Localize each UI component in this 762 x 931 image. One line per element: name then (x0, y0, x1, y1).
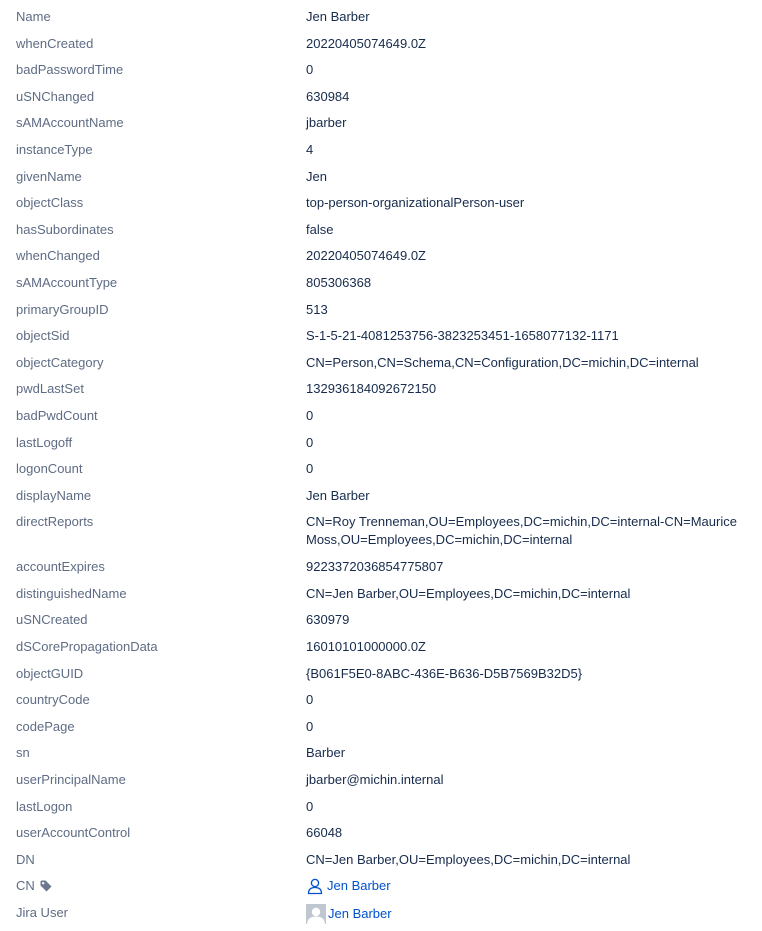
attr-value: 630984 (306, 88, 350, 104)
jira-user-link[interactable] (306, 904, 758, 924)
attr-row-lastlogoff (0, 429, 762, 456)
attr-value: 630979 (306, 612, 350, 628)
attr-label: givenName (16, 168, 82, 184)
attr-label: distinguishedName (16, 585, 127, 601)
attr-value: 805306368 (306, 274, 372, 290)
attr-value: 513 (306, 301, 328, 317)
attr-row-useraccountcontrol (0, 819, 762, 846)
attr-value: 0 (306, 692, 314, 708)
attr-label: displayName (16, 487, 92, 503)
attr-label: logonCount (16, 461, 83, 477)
attr-value: CN=Person,CN=Schema,CN=Configuration,DC=michin,DC=internal (306, 354, 699, 370)
cn-label-text: CN (16, 878, 35, 894)
cn-user-link[interactable] (306, 877, 758, 895)
attr-row-whencreated (0, 30, 762, 57)
attr-value: {B061F5E0-8ABC-436E-B636-D5B7569B32D5} (306, 665, 583, 681)
avatar (306, 904, 326, 924)
attr-row-logoncount (0, 455, 762, 482)
attr-value: false (306, 221, 334, 237)
attr-value: 0 (306, 434, 314, 450)
attr-row-objectcategory (0, 349, 762, 376)
attr-row-dscorepropagationdata (0, 633, 762, 660)
user-icon (306, 877, 324, 895)
attr-label: DN (16, 851, 35, 867)
attr-value: CN=Jen Barber,OU=Employees,DC=michin,DC=internal (306, 851, 631, 867)
attr-label: sAMAccountName (16, 115, 124, 131)
attr-value: S-1-5-21-4081253756-3823253451-1658077132-1171 (306, 328, 619, 344)
tag-icon[interactable] (39, 879, 53, 893)
attr-row-samaccountname (0, 109, 762, 136)
attr-label: sAMAccountType (16, 274, 118, 290)
attr-label: badPwdCount (16, 407, 98, 423)
attr-row-whenchanged (0, 242, 762, 269)
attr-label: accountExpires (16, 559, 105, 575)
attr-row-pwdlastset (0, 375, 762, 402)
attr-value: 0 (306, 798, 314, 814)
attr-row-lastlogon (0, 793, 762, 820)
attr-value: 132936184092672150 (306, 381, 437, 397)
attr-label: whenCreated (16, 35, 94, 51)
attr-row-dn (0, 846, 762, 873)
attr-row-directreports (0, 508, 762, 553)
attr-row-primarygroupid (0, 296, 762, 323)
attr-label: primaryGroupID (16, 301, 109, 317)
attr-row-name (0, 3, 762, 30)
attr-value: 0 (306, 461, 314, 477)
attr-row-objectclass (0, 189, 762, 216)
attr-label: objectGUID (16, 665, 84, 681)
attr-label: dSCorePropagationData (16, 639, 158, 655)
jira-user-name[interactable]: Jen Barber (328, 906, 392, 921)
attr-label: lastLogon (16, 798, 73, 814)
attr-label: lastLogoff (16, 434, 73, 450)
attr-label: instanceType (16, 141, 93, 157)
attr-value: 0 (306, 407, 314, 423)
attr-label: userAccountControl (16, 825, 131, 841)
attr-value: 4 (306, 141, 314, 157)
attr-value: 0 (306, 62, 314, 78)
attr-row-usnchanged (0, 83, 762, 110)
attr-value: Jen Barber (306, 9, 370, 24)
attr-value: 0 (306, 718, 314, 734)
attr-row-cn (0, 872, 762, 899)
attr-value: 20220405074649.0Z (306, 35, 427, 51)
attribute-table (0, 3, 762, 926)
attr-label: pwdLastSet (16, 381, 84, 397)
cn-user-name[interactable]: Jen Barber (327, 878, 391, 894)
attr-value: Jen Barber (306, 487, 370, 503)
attr-label: userPrincipalName (16, 772, 126, 788)
attr-label: Jira User (16, 905, 69, 920)
attr-label: hasSubordinates (16, 221, 114, 237)
attr-label: uSNCreated (16, 612, 88, 628)
attr-row-codepage (0, 713, 762, 740)
attr-label: objectCategory (16, 354, 104, 370)
attr-row-userprincipalname (0, 766, 762, 793)
attr-row-sn (0, 739, 762, 766)
attr-label: countryCode (16, 692, 90, 708)
attr-value: CN=Jen Barber,OU=Employees,DC=michin,DC=internal (306, 585, 631, 601)
attr-value: jbarber (306, 115, 347, 131)
attr-row-samaccounttype (0, 269, 762, 296)
attr-row-distinguishedname (0, 580, 762, 607)
attr-row-countrycode (0, 686, 762, 713)
attr-label: whenChanged (16, 248, 100, 264)
attr-label: badPasswordTime (16, 62, 124, 78)
attr-value: Jen (306, 168, 327, 184)
attr-value: Barber (306, 745, 346, 761)
attr-value: 20220405074649.0Z (306, 248, 427, 264)
attr-label: directReports (16, 514, 94, 530)
attr-value: 16010101000000.0Z (306, 639, 427, 655)
attr-row-usncreated (0, 606, 762, 633)
attr-label: objectClass (16, 195, 84, 211)
attr-row-hassubordinates (0, 216, 762, 243)
attr-row-objectsid (0, 322, 762, 349)
attr-label: codePage (16, 718, 75, 734)
attr-label: sn (16, 745, 30, 761)
attr-row-instancetype (0, 136, 762, 163)
attr-label: uSNChanged (16, 88, 95, 104)
attr-value: 9223372036854775807 (306, 559, 444, 575)
attr-value: 66048 (306, 825, 343, 841)
attr-row-badpasswordtime (0, 56, 762, 83)
attr-label: objectSid (16, 328, 70, 344)
attr-row-givenname (0, 163, 762, 190)
attr-row-jira-user (0, 899, 762, 926)
attr-label: Name (16, 9, 51, 24)
attr-value: jbarber@michin.internal (306, 772, 444, 788)
attr-label (0, 878, 306, 894)
attr-row-objectguid (0, 660, 762, 687)
attr-value: CN=Roy Trenneman,OU=Employees,DC=michin,DC=internal-CN=Maurice Moss,OU=Employees,DC=michin,DC=internal (306, 514, 737, 548)
attr-value: top-person-organizationalPerson-user (306, 195, 525, 211)
attr-row-displayname (0, 482, 762, 509)
attr-row-accountexpires (0, 553, 762, 580)
attr-row-badpwdcount (0, 402, 762, 429)
